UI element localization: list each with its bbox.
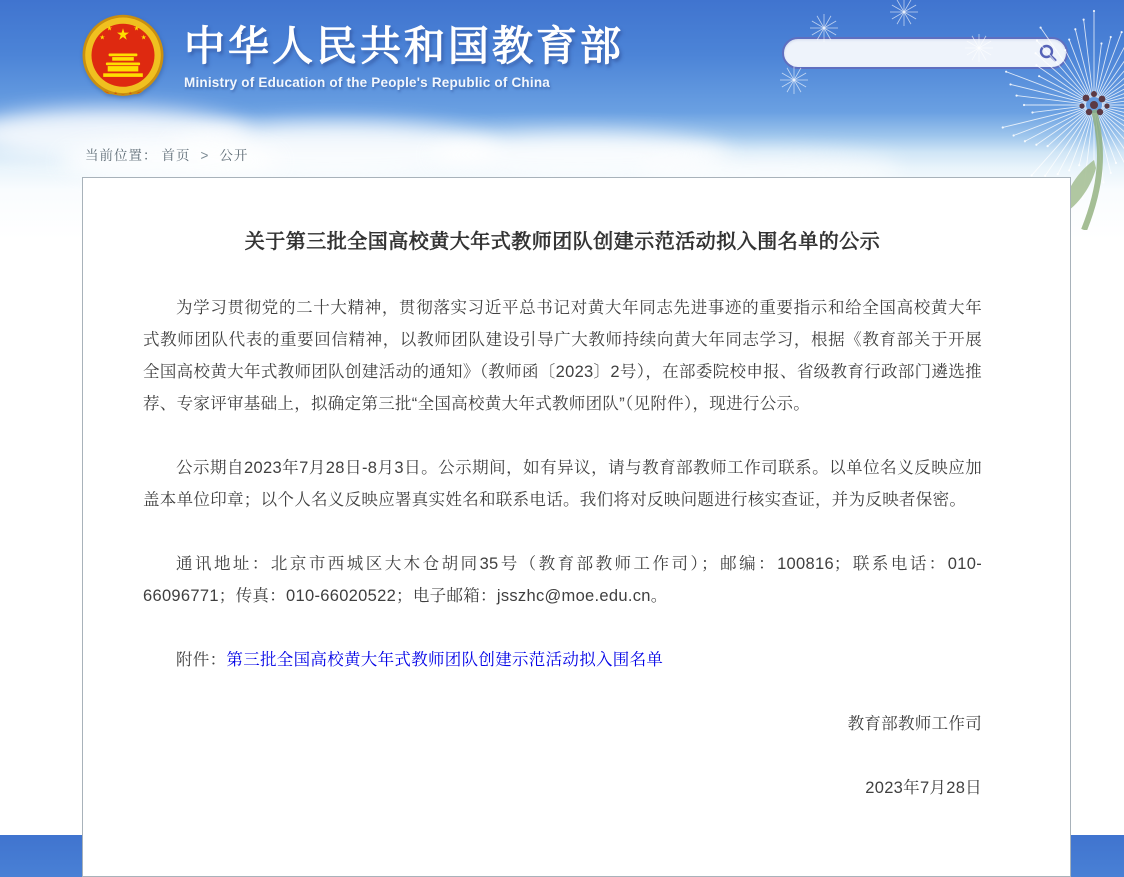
article-card bbox=[82, 177, 1071, 877]
article-paragraph: 为学习贯彻党的二十大精神，贯彻落实习近平总书记对黄大年同志先进事迹的重要指示和给全国高校黄大年式教师团队代表的重要回信精神，以教师团队建设引导广大教师持续向黄大年同志学习，根据《教育部关于开展全国高校黄大年式教师团队创建活动的通知》（教师函〔2023〕2号），在部委院校申报、省级教育行政部门遴选推荐、专家评审基础上，拟确定第三批“全国高校黄大年式教师团队”（见附件），现进行公示。 bbox=[143, 299, 982, 413]
article-signature: 教育部教师工作司 bbox=[847, 715, 982, 733]
article-title: 关于第三批全国高校黄大年式教师团队创建示范活动拟入围名单的公示 bbox=[244, 231, 881, 253]
search-icon bbox=[1038, 43, 1058, 63]
breadcrumb-label: 当前位置： bbox=[85, 148, 158, 163]
breadcrumb-separator: > bbox=[200, 148, 210, 163]
national-emblem-logo bbox=[78, 12, 168, 104]
search-button[interactable] bbox=[1038, 43, 1066, 63]
breadcrumb bbox=[85, 144, 252, 164]
article-paragraph: 公示期自2023年7月28日-8月3日。公示期间，如有异议，请与教育部教师工作司联系。以单位名义反映应加盖本单位印章；以个人名义反映应署真实姓名和联系电话。我们将对反映问题进行核实查证，并为反映者保密。 bbox=[143, 459, 982, 509]
search-input[interactable] bbox=[784, 39, 1038, 67]
attachment-label: 附件： bbox=[176, 651, 227, 669]
site-brand[interactable] bbox=[78, 12, 624, 104]
site-subtitle: Ministry of Education of the People's Republic of China bbox=[184, 75, 550, 91]
breadcrumb-home-link[interactable]: 首页 bbox=[161, 148, 191, 163]
breadcrumb-public-link[interactable]: 公开 bbox=[219, 148, 249, 163]
attachment-link[interactable]: 第三批全国高校黄大年式教师团队创建示范活动拟入围名单 bbox=[226, 651, 664, 669]
article-date: 2023年7月28日 bbox=[865, 779, 982, 797]
site-title: 中华人民共和国教育部 bbox=[184, 23, 624, 69]
article-paragraph: 通讯地址：北京市西城区大木仓胡同35号（教育部教师工作司）；邮编：100816；联系电话：010-66096771；传真：010-66020522；电子邮箱：jsszhc@moe.edu.cn。 bbox=[143, 555, 982, 605]
attachment-row bbox=[143, 644, 982, 676]
search-box[interactable] bbox=[782, 37, 1068, 69]
